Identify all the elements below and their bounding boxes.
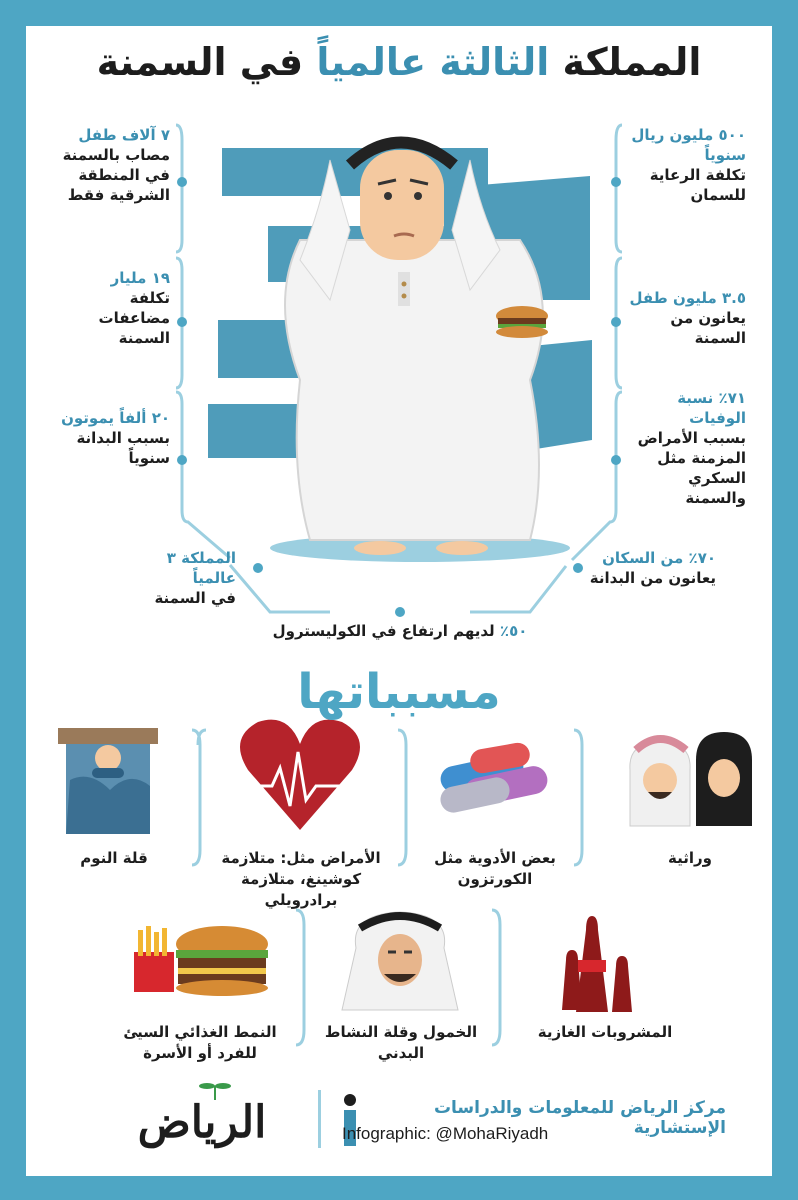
bed-icon — [58, 728, 158, 834]
stat-body: بسبب الأمراض المزمنة مثل السكري والسمنة — [637, 429, 746, 507]
stat-rank-3 — [126, 548, 236, 608]
stat-cost-19b — [60, 268, 170, 348]
footer-divider — [318, 1090, 321, 1148]
cause-medications: بعض الأدوية مثل الكورتزون — [434, 849, 556, 888]
stat-body: يعانون من السمنة — [670, 309, 746, 347]
stat-highlight: المملكة ٣ عالمياً — [166, 549, 236, 587]
cause-sleep: قلة النوم — [80, 849, 148, 867]
stat-body: تكلفة الرعاية للسمان — [649, 166, 746, 204]
stat-body: يعانون من البدانة — [589, 569, 716, 587]
title-highlight: الثالثة عالمياً — [316, 40, 550, 84]
stat-children-7k — [60, 125, 170, 205]
cause-inactivity: الخمول وقلة النشاط البدني — [324, 1023, 478, 1062]
family-icon — [630, 732, 752, 826]
cause-diseases: الأمراض مثل: متلازمة كوشينغ، متلازمة برادرويلي — [221, 849, 381, 909]
stat-cholesterol-50 — [240, 622, 560, 640]
stat-deaths-71 — [626, 388, 746, 508]
cause-diet: النمط الغذائي السيئ للفرد أو الأسرة — [123, 1023, 277, 1062]
stat-highlight: ١٩ مليار — [110, 269, 170, 287]
title-part-1: المملكة — [562, 40, 702, 84]
stat-deaths-20k — [60, 408, 170, 468]
page-title — [0, 40, 798, 84]
stat-body: مصاب بالسمنة في المنطقة الشرقية فقط — [62, 146, 170, 204]
pills-icon — [438, 741, 550, 815]
stat-body: لديهم ارتفاع في الكوليسترول — [272, 622, 495, 640]
stat-highlight: ٧١٪ نسبة الوفيات — [677, 389, 746, 427]
stat-cost-500m — [626, 125, 746, 205]
stat-highlight: ٧٠٪ من السكان — [602, 549, 716, 567]
stat-children-3-5m — [626, 288, 746, 348]
lazy-man-icon — [342, 912, 458, 1010]
alriyadh-logo: الرياض — [137, 1097, 267, 1148]
stat-population-70 — [586, 548, 716, 588]
stat-highlight: ٥٠٪ — [499, 622, 528, 640]
stat-body: تكلفة مضاعفات السمنة — [98, 289, 170, 347]
cause-heredity: وراثية — [668, 849, 712, 867]
cause-soft-drinks: المشروبات الغازية — [537, 1023, 673, 1041]
stat-highlight: ٥٠٠ مليون ريال سنوياً — [631, 126, 746, 164]
footer-organization: مركز الرياض للمعلومات والدراسات الإستشارية — [433, 1098, 726, 1138]
stat-highlight: ٣.٥ مليون طفل — [629, 289, 746, 307]
fastfood-icon — [134, 926, 268, 996]
causes-title: مسبباتها — [297, 664, 501, 720]
title-part-3: في السمنة — [96, 40, 304, 84]
stat-highlight: ٧ آلاف طفل — [78, 126, 170, 144]
heart-icon — [240, 720, 360, 830]
stat-body: في السمنة — [154, 589, 236, 607]
footer-credit: Infographic: @MohaRiyadh — [342, 1124, 549, 1143]
soda-bottles-icon — [562, 916, 632, 1012]
stat-highlight: ٢٠ ألفاً يموتون — [61, 409, 170, 427]
stat-body: بسبب البدانة سنوياً — [76, 429, 170, 467]
